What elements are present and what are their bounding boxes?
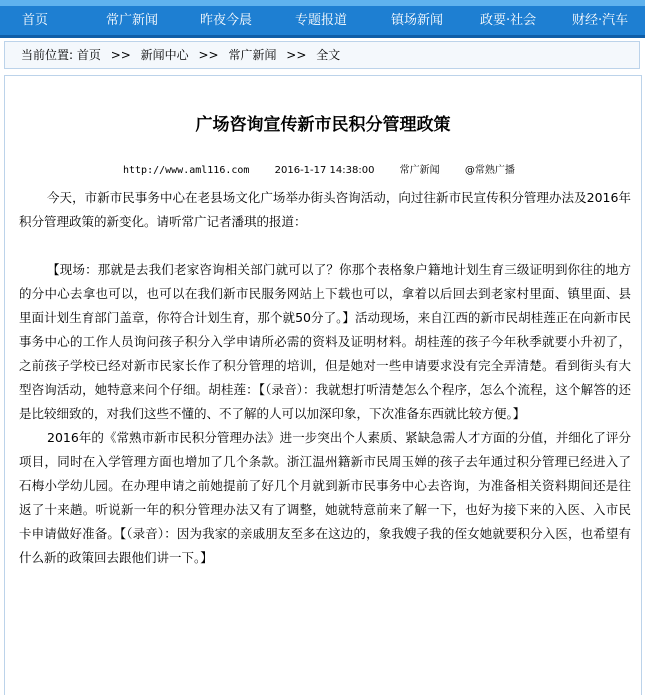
article-paragraph: 2016年的《常熟市新市民积分管理办法》进一步突出个人素质、紧缺急需人才方面的分值，并细化了评分项目，同时在入学管理方面也增加了几个条款。浙江温州籍新市民周玉婵的孩子去年通过积分管理已经进入了石梅小学幼儿园。在办理申请之前她提前了好几个月就到新市民事务中心去咨询，为准备相关资料期间还是往返了十来趟。听说新一年的积分管理办法又有了调整，她就特意前来了解一下，也好为接下来的入医、入市民卡申请做好准备。【（录音）：因为我家的亲戚朋友至多在这边的，象我嫂子我的侄女她就要积分入医，也希望有什么新的政策回去跟他们讲一下。】 [19,430,631,565]
breadcrumb-separator: >> [198,48,219,62]
breadcrumb-label: 当前位置: [21,48,74,62]
nav-item-special-report[interactable]: 专题报道 [295,13,348,28]
article-paragraph: 【现场：那就是去我们老家咨询相关部门就可以了？你那个表格象户籍地计划生育三级证明到你往的地方的分中心去拿也可以，也可以在我们新市民服务网站上下载也可以，拿着以后回去到老家村里面、镇里面、县里面计划生育部门盖章，你符合计划生育，那个就50分了。】活动现场，来自江西的新市民胡桂莲正在向新市民事务中心的工作人员询问孩子积分入学申请所必需的资料及证明材料。胡桂莲的孩子今年秋季就要小升初了，之前孩子学校已经对新市民家长作了积分管理的培训，但是她对一些申请要求没有完全弄清楚。看到街头有大型咨询活动，她特意来问个仔细。胡桂莲：【（录音）：我就想打听清楚怎么个程序，怎么个流程，这个解答的还是比较细致的，对我们这些不懂的、不了解的人可以加深印象，下次准备东西就比较方便。】 [19,262,631,421]
breadcrumb-changguang-news[interactable]: 常广新闻 [228,48,277,62]
article-datetime: 2016-1-17 14:38:00 [274,165,375,176]
article-paragraph: 今天，市新市民事务中心在老县场文化广场举办街头咨询活动，向过往新市民宣传积分管理办法及2016年积分管理政策的新变化。请听常广记者潘琪的报道： [19,190,631,229]
nav-highlight-strip [0,0,645,6]
breadcrumb-separator: >> [110,48,131,62]
nav-item-home[interactable]: 首页 [22,13,49,28]
breadcrumb [4,41,640,69]
article-title: 广场咨询宣传新市民积分管理政策 [195,115,451,135]
article-site-url[interactable]: http://www.aml116.com [123,165,250,176]
nav-item-finance-auto[interactable]: 财经·汽车 [572,13,629,28]
nav-item-politics-society[interactable]: 政要·社会 [480,13,537,28]
article-source: @常熟广播 [464,165,515,176]
article-panel [4,75,642,695]
breadcrumb-home[interactable]: 首页 [76,48,101,62]
nav-item-last-night[interactable]: 昨夜今晨 [200,13,253,28]
nav-item-changguang-news[interactable]: 常广新闻 [106,13,159,28]
article-body [19,186,631,570]
breadcrumb-separator: >> [286,48,307,62]
article-category: 常广新闻 [399,165,440,176]
article-meta [123,161,537,176]
top-nav-bar [0,0,645,38]
breadcrumb-news-center[interactable]: 新闻中心 [140,48,189,62]
paragraph-spacer [19,234,631,258]
breadcrumb-current: 全文 [316,48,341,62]
nav-item-town-news[interactable]: 镇场新闻 [391,13,444,28]
